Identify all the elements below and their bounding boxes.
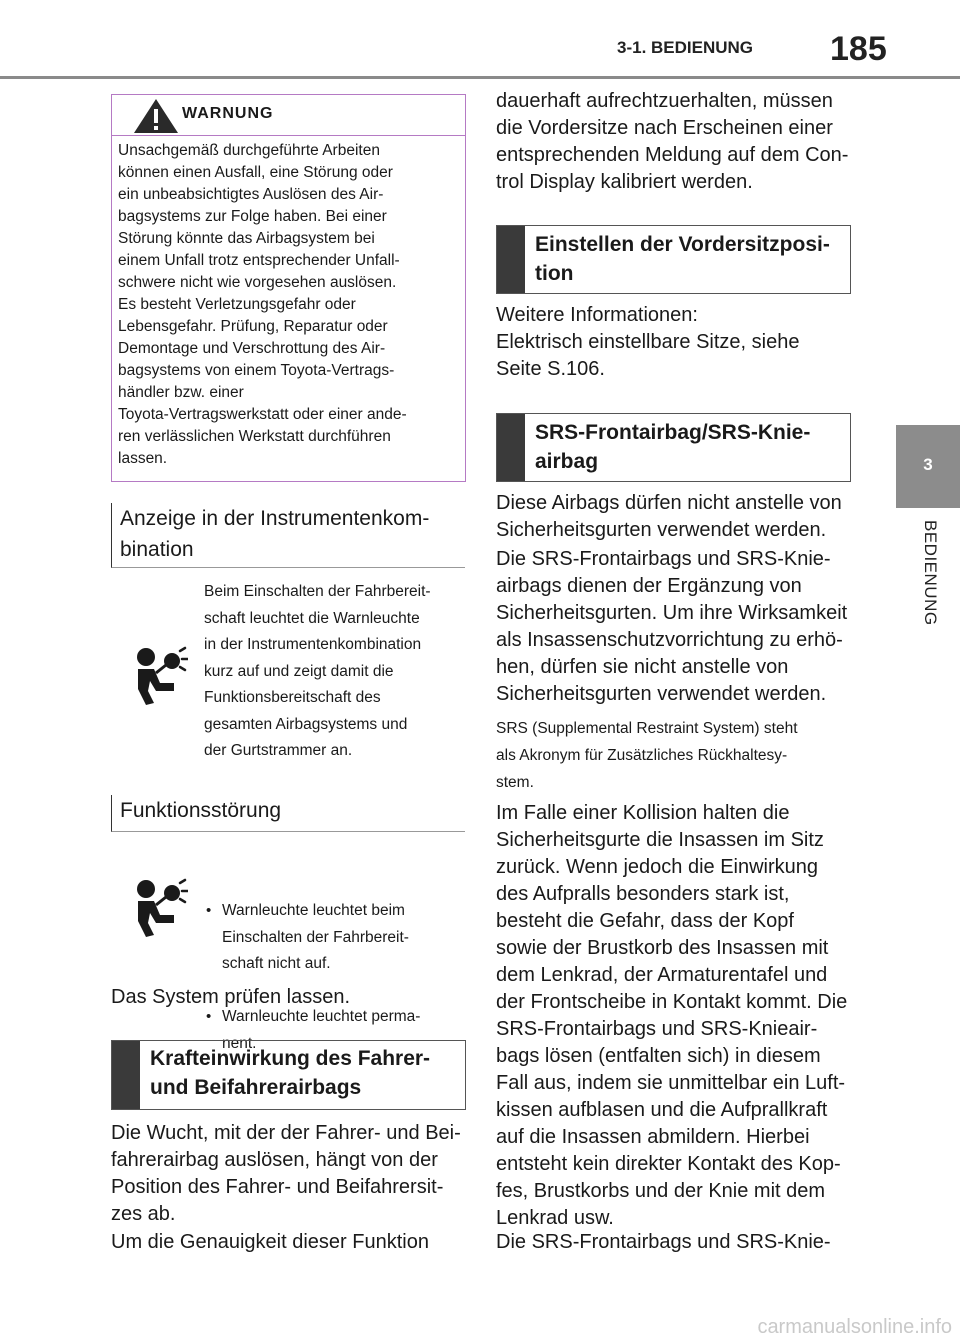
header-divider — [0, 76, 960, 79]
srs-section-header — [496, 413, 851, 482]
chapter-number: 3 — [923, 455, 933, 474]
chapter-tab — [896, 425, 960, 508]
warning-header — [112, 95, 465, 136]
header-bar — [497, 414, 525, 481]
section-title: 3-1. BEDIENUNG — [617, 38, 754, 57]
instrument-section-text: Beim Einschalten der Fahrbereit- schaft leuchtet die Warnleuchte in der Instrumentenkombination kurz auf und zeigt damit die Funktionsbereitschaft des gesamten Airbagsystems und der Gurtstrammer an. — [204, 583, 431, 759]
seat-section-header — [496, 225, 851, 294]
srs-section-title: SRS-Frontairbag/SRS-Knie- airbag — [535, 421, 811, 473]
srs-paragraph: Die SRS-Frontairbags und SRS-Knie- airbags dienen der Ergänzung von Sicherheitsgurten. Um ihre Wirksamkeit als Insassenschutzvorrichtung zu erhö- hen, dürfen sie nicht anstelle von Sicherheitsgurten verwendet werden. — [496, 548, 848, 705]
bullet-text: Warnleuchte leuchtet beim Einschalten der Fahrbereit- schaft nicht auf. — [222, 902, 409, 972]
bullet-icon: • — [206, 1008, 212, 1025]
warning-body: Unsachgemäß durchgeführte Arbeiten können einen Ausfall, eine Störung oder ein unbeabsichtigtes Auslösen des Air- bagsystems zur Folge haben. Bei einer Störung könnte das Airbagsystem bei einem Unfall trotz entsprechender Unfall- schwere nicht wie vorgesehen auslösen. Es besteht Verletzungsgefahr oder Lebensgefahr. Prüfung, Reparatur oder Demontage und Verschrottung des Air- bagsystems von einem Toyota-Vertrags- händler bzw. einer Toyota-Vertragswerkstatt oder einer ande- ren verlässlichen Werkstatt durchführen lassen. — [118, 142, 407, 467]
warning-triangle-icon — [132, 97, 180, 135]
srs-note: SRS (Supplemental Restraint System) steht als Akronym für Zusätzliches Rückhaltesy- stem. — [496, 720, 798, 791]
force-section-header — [111, 1040, 466, 1110]
list-item — [206, 898, 462, 978]
airbag-warning-light-icon — [132, 645, 188, 707]
seat-section-text: Weitere Informationen: Elektrisch einstellbare Sitze, siehe Seite S.106. — [496, 304, 800, 380]
watermark: carmanualsonline.info — [757, 1316, 952, 1338]
malfunction-section-title: Funktionsstörung — [111, 795, 465, 832]
instrument-section-title: Anzeige in der Instrumentenkom- bination — [111, 503, 465, 568]
airbag-warning-light-icon — [132, 877, 188, 939]
malfunction-action-text: Das System prüfen lassen. — [111, 986, 350, 1008]
srs-paragraph: Diese Airbags dürfen nicht anstelle von Sicherheitsgurten verwendet werden. — [496, 492, 842, 541]
force-section-title: Krafteinwirkung des Fahrer- und Beifahrerairbags — [150, 1047, 431, 1099]
force-paragraph: Um die Genauigkeit dieser Funktion — [111, 1231, 429, 1253]
warning-title: WARNUNG — [182, 105, 274, 122]
bullet-icon: • — [206, 902, 212, 919]
chapter-label: BEDIENUNG — [921, 520, 940, 626]
force-paragraph: Die Wucht, mit der der Fahrer- und Bei- fahrerairbag auslösen, hängt von der Position des Fahrer- und Beifahrersit- zes ab. — [111, 1122, 461, 1225]
continued-text: dauerhaft aufrechtzuerhalten, müssen die Vordersitze nach Erscheinen einer entsprechenden Meldung auf dem Con- trol Display kalibriert werden. — [496, 90, 849, 193]
bullet-text: Warnleuchte leuchtet perma- nent. — [222, 1008, 421, 1052]
warning-box — [111, 94, 466, 482]
header-bar — [497, 226, 525, 293]
header-bar — [112, 1041, 140, 1109]
page-number: 185 — [830, 30, 887, 68]
srs-paragraph: Im Falle einer Kollision halten die Sicherheitsgurte die Insassen im Sitz zurück. Wenn jedoch die Einwirkung des Aufpralls besonders stark ist, besteht die Gefahr, dass der Kopf sowie der Brustkorb des Insassen mit dem Lenkrad, der Armaturentafel und der Frontscheibe in Kontakt kommt. Die SRS-Frontairbags und SRS-Knieair- bags lösen (entfalten sich) in diesem Fall aus, indem sie unmittelbar ein Luft- kissen aufblasen und die Aufprallkraft auf die Insassen abmildern. Hierbei entsteht kein direkter Kontakt des Kop- fes, Brustkorbs und der Knie mit dem Lenkrad usw. — [496, 802, 848, 1229]
seat-section-title: Einstellen der Vordersitzposi- tion — [535, 233, 830, 285]
srs-paragraph: Die SRS-Frontairbags und SRS-Knie- — [496, 1231, 831, 1253]
